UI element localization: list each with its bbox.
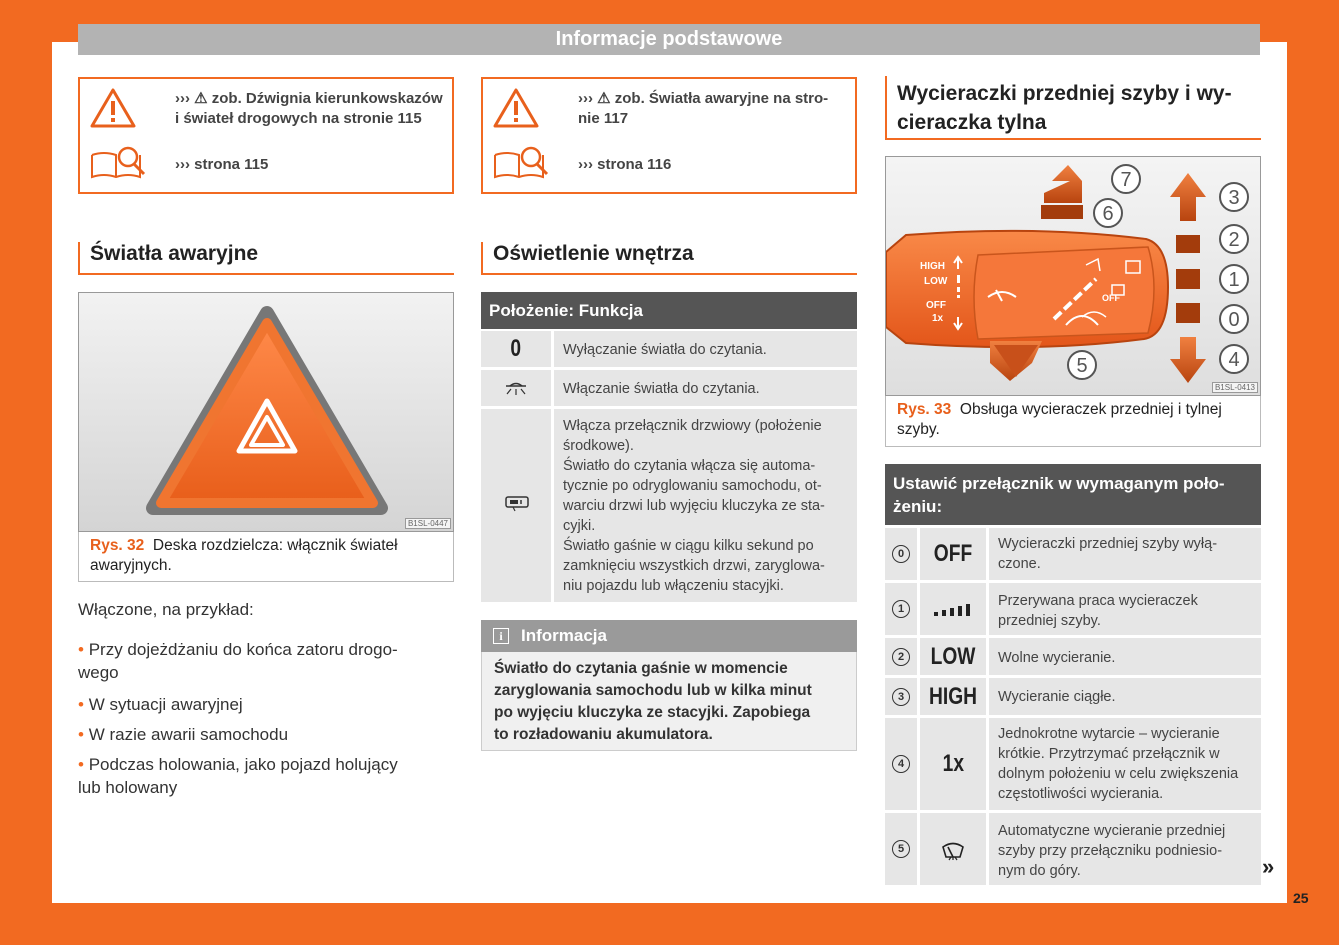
position-number: 1 <box>885 583 917 635</box>
table-cell-text: Wyłączanie światła do czytania. <box>563 342 767 358</box>
hazard-heading: Światła awaryjne <box>78 242 454 275</box>
caption-text-line2: szyby. <box>897 421 940 438</box>
book-magnifier-icon <box>491 143 551 183</box>
bullet-dot-icon: • <box>78 725 84 744</box>
bullet-text: W razie awarii samochodu <box>88 725 289 744</box>
warning-triangle-icon <box>90 87 136 129</box>
bullet-text: W sytuacji awaryjnej <box>88 695 243 714</box>
door-contact-icon <box>503 494 531 512</box>
table-cell-text: Przerywana praca wycieraczek przedniej szyby. <box>998 593 1198 629</box>
interval-wipe-icon <box>930 600 976 620</box>
bullet-text: Podczas holowania, jako pojazd holujący <box>88 755 398 774</box>
callout-1: 1 <box>1228 269 1240 291</box>
interior-table-header: Położenie: Funkcja <box>481 292 857 329</box>
info-title: Informacja <box>521 626 607 645</box>
lever-label-low: LOW <box>924 276 948 287</box>
lever-label-rear-off: OFF <box>1102 293 1120 303</box>
table-cell-text: Jednokrotne wytarcie – wycieranie krótkie. Przytrzymać przełącznik w dolnym położeniu w celu zwiększenia częstotliwości wycierania. <box>998 726 1239 802</box>
callout-6: 6 <box>1102 203 1114 225</box>
wiper-symbol-high: HIGH <box>929 682 977 710</box>
position-zero-symbol: 0 <box>510 335 522 362</box>
hazard-switch-illustration <box>79 293 454 532</box>
table-cell-text: Wolne wycieranie. <box>998 650 1116 666</box>
bullet-text-cont: lub holowany <box>78 778 178 797</box>
bullet-text-cont: wego <box>78 663 119 682</box>
callout-0: 0 <box>1228 309 1240 331</box>
bullet-item <box>78 723 288 746</box>
page-header: Informacje podstawowe <box>78 24 1260 55</box>
table-cell-text: Włączanie światła do czytania. <box>563 381 760 397</box>
caption-text-line2: awaryjnych. <box>90 557 172 574</box>
callout-4: 4 <box>1228 349 1240 371</box>
table-cell-text: Wycieranie ciągłe. <box>998 689 1116 705</box>
wiper-symbol-off: OFF <box>933 540 973 567</box>
page-number: 25 <box>1293 890 1309 906</box>
warning-text-line1[interactable]: ››› ⚠ zob. Światła awaryjne na stro- <box>578 90 829 107</box>
position-number: 0 <box>885 528 917 580</box>
warning-text-line2: nie 117 <box>578 110 629 127</box>
bullet-dot-icon: • <box>78 640 84 659</box>
wipers-caption <box>885 396 1261 447</box>
figure-label: Rys. 32 <box>90 537 145 554</box>
callout-7: 7 <box>1120 169 1132 191</box>
warning-box-left <box>78 77 454 194</box>
position-number: 4 <box>885 718 917 810</box>
reading-lamp-icon <box>501 378 531 398</box>
info-icon: i <box>493 628 509 644</box>
lever-label-off: OFF <box>926 300 946 311</box>
figure-label: Rys. 33 <box>897 401 952 418</box>
warning-text-line1[interactable]: ››› ⚠ zob. Dźwignia kierunkowskazów <box>175 90 443 107</box>
callout-3: 3 <box>1228 187 1240 209</box>
caption-text-line1: Obsługa wycieraczek przedniej i tylnej <box>959 401 1222 418</box>
lever-label-high: HIGH <box>920 261 945 272</box>
bullet-text: Przy dojeżdżaniu do końca zatoru drogo- <box>88 640 398 659</box>
bullet-dot-icon: • <box>78 695 84 714</box>
position-number: 3 <box>885 678 917 715</box>
wiper-lever-figure <box>885 156 1261 396</box>
interior-heading: Oświetlenie wnętrza <box>481 242 857 275</box>
table-cell-text: Włącza przełącznik drzwiowy (położenie środkowe). Światło do czytania włącza się automa- tycznie po odryglowaniu samochodu, ot- warciu drzwi lub wyjęciu kluczyka ze sta- cyjki. Światło gaśnie w ciągu kilku sekund po zamknięciu wszystkich drzwi, zaryglowa- niu pojazdu lub włączeniu stacyjki. <box>563 418 825 594</box>
hazard-figure <box>78 292 454 532</box>
figure-code: B1SL-0413 <box>1212 382 1258 393</box>
position-number: 2 <box>885 638 917 675</box>
table-cell-text: Automatyczne wycieranie przedniej szyby przy przełączniku podniesio- nym do góry. <box>998 823 1226 879</box>
bullet-item <box>78 638 454 684</box>
wipers-table-header: Ustawić przełącznik w wymaganym poło- żeniu: <box>885 464 1261 525</box>
book-reference-link[interactable]: ››› strona 115 <box>175 156 269 173</box>
position-number: 5 <box>885 813 917 885</box>
figure-code: B1SL-0447 <box>405 518 451 529</box>
auto-wipe-icon <box>940 839 966 861</box>
callout-2: 2 <box>1228 229 1240 251</box>
caption-text-line1: Deska rozdzielcza: włącznik świateł <box>152 537 398 554</box>
table-cell-text: Wycieraczki przedniej szyby wyłą- czone. <box>998 536 1218 572</box>
continue-icon: » <box>1262 854 1275 879</box>
wiper-symbol-low: LOW <box>930 642 976 670</box>
bullet-dot-icon: • <box>78 755 84 774</box>
hazard-caption <box>78 532 454 582</box>
book-reference-link[interactable]: ››› strona 116 <box>578 156 672 173</box>
bullet-item <box>78 753 454 799</box>
info-box-header <box>481 620 857 652</box>
info-box-body: Światło do czytania gaśnie w momencie zaryglowania samochodu lub w kilka minut po wyjęciu kluczyka ze stacyjki. Zapobiega to rozładowaniu akumulatora. <box>481 652 857 751</box>
warning-text-line2: i świateł drogowych na stronie 115 <box>175 110 422 127</box>
warning-triangle-icon <box>493 87 539 129</box>
callout-5: 5 <box>1076 355 1088 377</box>
wiper-lever-illustration <box>886 157 1261 396</box>
book-magnifier-icon <box>88 143 148 183</box>
bullet-item <box>78 693 243 716</box>
wiper-symbol-single: 1x <box>942 750 964 777</box>
warning-box-middle <box>481 77 857 194</box>
hazard-intro: Włączone, na przykład: <box>78 600 254 619</box>
wipers-heading: Wycieraczki przedniej szyby i wy- cieraczka tylna <box>885 76 1261 140</box>
lever-label-onex: 1x <box>932 313 944 324</box>
